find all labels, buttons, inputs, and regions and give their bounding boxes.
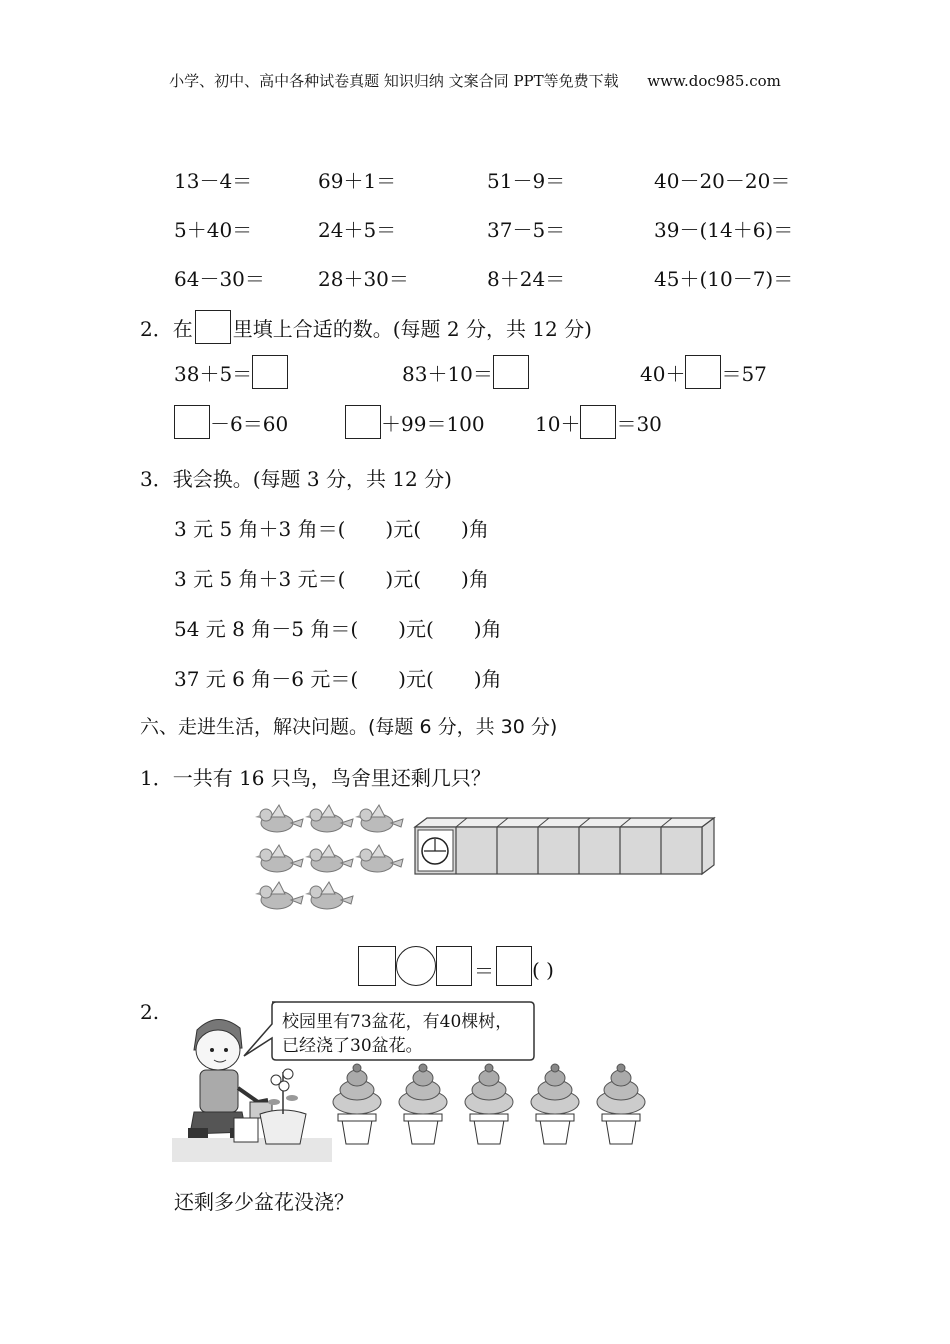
q2-item-1-left: 38＋5＝ bbox=[174, 361, 253, 386]
calc-r2c0: 64－30＝ bbox=[174, 267, 265, 291]
unit-paren: ( ) bbox=[532, 958, 554, 982]
q2-item-6-left: 10＋ bbox=[535, 411, 581, 436]
answer-box[interactable] bbox=[174, 405, 210, 439]
q3-item-4 bbox=[174, 663, 502, 692]
calc-r0c0: 13－4＝ bbox=[174, 169, 253, 193]
q3-item-3-expr: 54 元 8 角－5 角＝( bbox=[174, 617, 359, 641]
q2-item-3-left: 40＋ bbox=[640, 361, 686, 386]
q2-item-1 bbox=[174, 355, 288, 389]
answer-box[interactable] bbox=[580, 405, 616, 439]
q3-item-4-jiao: )角 bbox=[473, 667, 502, 691]
calc-r1c1: 24＋5＝ bbox=[318, 218, 397, 242]
q2-item-4-right: －6＝60 bbox=[210, 411, 289, 436]
q3-item-4-yuan: )元( bbox=[398, 667, 434, 691]
q2-item-5 bbox=[345, 405, 485, 439]
q2-item-6-right: ＝30 bbox=[616, 411, 662, 436]
equals-sign: ＝ bbox=[474, 959, 494, 983]
equation-box-1[interactable] bbox=[358, 946, 396, 986]
header-text: 小学、初中、高中各种试卷真题 知识归纳 文案合同 PPT等免费下载 bbox=[169, 72, 619, 90]
answer-box[interactable] bbox=[493, 355, 529, 389]
operator-circle[interactable] bbox=[396, 946, 436, 986]
calc-r0c3: 40－20－20＝ bbox=[654, 169, 791, 193]
answer-box[interactable] bbox=[345, 405, 381, 439]
problem1-title: 1．一共有 16 只鸟，鸟舍里还剩几只？ bbox=[140, 766, 491, 790]
q2-number: 2． bbox=[140, 316, 173, 341]
q3-item-1-jiao: )角 bbox=[461, 517, 489, 541]
q3-item-1 bbox=[174, 513, 489, 542]
flower-pots-illustration bbox=[328, 1062, 653, 1148]
calc-r1c0: 5＋40＝ bbox=[174, 218, 253, 242]
q3-item-3-jiao: )角 bbox=[473, 617, 502, 641]
q2-item-2 bbox=[402, 355, 529, 389]
birds-illustration bbox=[245, 800, 405, 920]
speech-line-2: 已经浇了30盆花。 bbox=[282, 1036, 423, 1056]
q2-item-6 bbox=[535, 405, 662, 439]
q3-item-3-yuan: )元( bbox=[398, 617, 434, 641]
calc-r1c3: 39－(14＋6)＝ bbox=[654, 218, 794, 242]
answer-box[interactable] bbox=[685, 355, 721, 389]
q3-item-2-expr: 3 元 5 角＋3 元＝( bbox=[174, 567, 346, 591]
speech-line-1: 校园里有73盆花，有40棵树， bbox=[282, 1012, 513, 1032]
q3-item-1-yuan: )元( bbox=[385, 517, 422, 541]
q3-item-4-expr: 37 元 6 角－6 元＝( bbox=[174, 667, 359, 691]
answer-box[interactable] bbox=[252, 355, 288, 389]
q3-item-2-yuan: )元( bbox=[385, 567, 422, 591]
section6-title: 六、走进生活，解决问题。(每题 6 分，共 30 分) bbox=[140, 716, 558, 738]
q2-item-3-right: ＝57 bbox=[721, 361, 767, 386]
calc-r0c2: 51－9＝ bbox=[487, 169, 566, 193]
q2-pre: 在 bbox=[172, 316, 193, 341]
q2-instruction: 里填上合适的数。(每题 2 分，共 12 分) bbox=[232, 316, 592, 341]
q3-item-1-expr: 3 元 5 角＋3 角＝( bbox=[174, 517, 346, 541]
speech-bubble-text bbox=[282, 1010, 512, 1058]
q2-item-5-right: ＋99＝100 bbox=[381, 411, 485, 436]
q3-item-3 bbox=[174, 613, 502, 642]
equation-box-2[interactable] bbox=[436, 946, 472, 986]
header-url: www.doc985.com bbox=[647, 72, 781, 90]
q3-item-2-jiao: )角 bbox=[461, 567, 489, 591]
q2-item-3 bbox=[640, 355, 767, 389]
problem2-number: 2. bbox=[140, 1000, 160, 1024]
q2-item-4 bbox=[174, 405, 288, 439]
bird-house bbox=[412, 815, 717, 877]
page-header bbox=[0, 70, 950, 91]
calc-r0c1: 69＋1＝ bbox=[318, 169, 397, 193]
q2-title bbox=[140, 310, 592, 344]
calc-r1c2: 37－5＝ bbox=[487, 218, 566, 242]
calc-r2c3: 45＋(10－7)＝ bbox=[654, 267, 794, 291]
problem2-question: 还剩多少盆花没浇？ bbox=[174, 1190, 354, 1214]
blank-box-sample bbox=[195, 310, 231, 344]
q3-item-2 bbox=[174, 563, 489, 592]
result-box[interactable] bbox=[496, 946, 532, 986]
calc-r2c1: 28＋30＝ bbox=[318, 267, 409, 291]
q2-item-2-left: 83＋10＝ bbox=[402, 361, 493, 386]
q3-title: 3．我会换。(每题 3 分，共 12 分) bbox=[140, 467, 452, 491]
calc-r2c2: 8＋24＝ bbox=[487, 267, 566, 291]
